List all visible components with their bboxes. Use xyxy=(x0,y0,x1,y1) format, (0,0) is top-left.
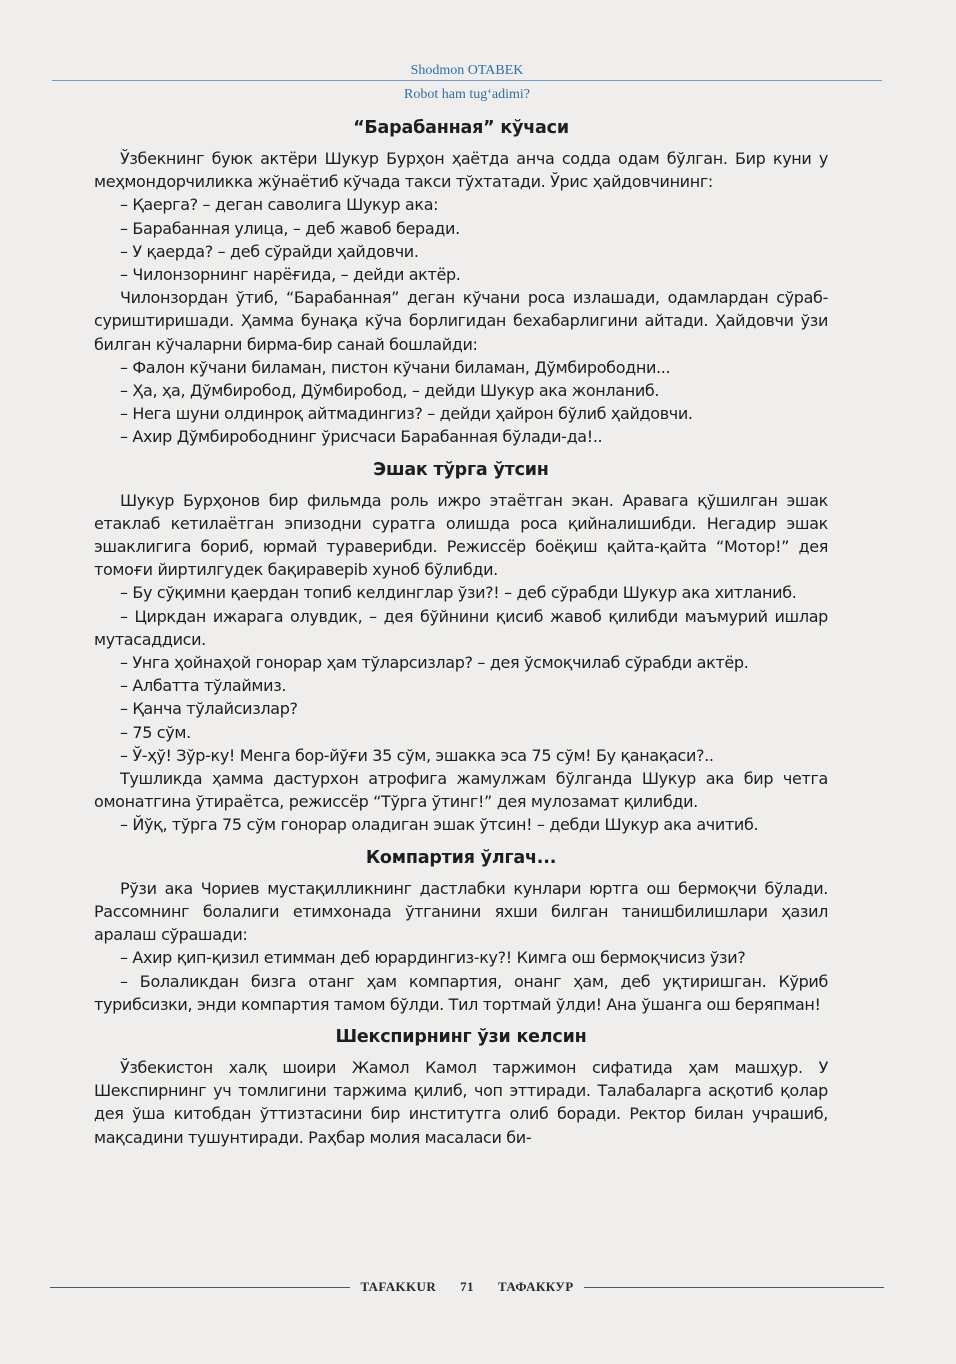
paragraph: – Барабанная улица, – деб жавоб беради. xyxy=(120,218,460,238)
paragraph: – Унга ҳойнаҳой гонорар ҳам тўларсизлар? – дея ўсмоқчилаб сўрабди актёр. xyxy=(120,653,749,673)
paragraph: Чилонзордан ўтиб, “Барабанная” деган кўчани роса излашади, одамлардан сўраб-суриштиришади. Ҳамма бунақа кўча борлигидан бехабарлигини айтади. Ҳайдовчи ўзи билган кўчаларни бирма-бир санай бошлайди: xyxy=(94,288,828,354)
paragraph: – Ҳа, ҳа, Дўмбиробод, Дўмбиробод, – дейди Шукур ака жонланиб. xyxy=(120,381,660,401)
page-number: 71 xyxy=(460,1279,474,1294)
paragraph: – Қаерга? – деган саволига Шукур ака: xyxy=(120,195,439,215)
paragraph: – Фалон кўчани биламан, пистон кўчани биламан, Дўмбирободни... xyxy=(120,357,671,377)
running-head xyxy=(52,58,882,104)
paragraph: – Болаликдан бизга отанг ҳам компартия, онанг ҳам, деб уқтиришган. Кўриб турибсизки, энди компартия тамом бўлди. Тил тортмай ўлди! Ана ўшанга ош беряпман! xyxy=(94,971,828,1014)
article-section xyxy=(94,1024,828,1149)
article-section xyxy=(94,115,828,449)
section-title: Компартия ўлгач... xyxy=(365,847,557,868)
paragraph: – У қаерда? – деб сўрайди ҳайдовчи. xyxy=(120,241,419,261)
section-title: “Барабанная” кўчаси xyxy=(353,118,569,138)
article-body xyxy=(94,113,828,1149)
section-title: Шекспирнинг ўзи келсин xyxy=(335,1026,587,1047)
paragraph: – Чилонзорнинг нарёғида, – дейди актёр. xyxy=(120,265,461,285)
running-head-author: Shodmon OTABEK xyxy=(410,63,524,78)
header-rule xyxy=(52,80,882,81)
paragraph: Рўзи ака Чориев мустақилликнинг дастлабки кунлари юртга ош бермоқчи бўлади. Рассомнинг болалиги етимхонада ўтганини яхши билган танишбилишлари ҳазил аралаш сўрашади: xyxy=(94,878,828,945)
footer-rule-right xyxy=(584,1287,884,1288)
page-footer xyxy=(50,1276,884,1298)
footer-magazine-latin: TAFAKKUR xyxy=(360,1279,437,1294)
article-section xyxy=(94,845,828,1016)
paragraph: – Йўқ, тўрга 75 сўм гонорар оладиган эшак ўтсин! – дебди Шукур ака ачитиб. xyxy=(120,815,759,835)
paragraph: – 75 сўм. xyxy=(120,722,191,742)
paragraph: – Нега шуни олдинроқ айтмадингиз? – дейди ҳайрон бўлиб ҳайдовчи. xyxy=(120,404,693,424)
section-title: Эшак тўрга ўтсин xyxy=(373,459,549,480)
paragraph: Шукур Бурҳонов бир фильмда роль ижро этаётган экан. Аравага қўшилган эшак етаклаб кетилаётган эпизодни суратга олишда роса қийналишибди. Негадир эшак эшаклигига бориб, юрмай тураверибди. Режиссёр боёқиш қайта-қайта “Мотор!” дея томоғи йиртилгудек бақираверib хуноб бўлибди. xyxy=(94,490,828,580)
paragraph: Тушликда ҳамма дастурхон атрофига жамулжам бўлганда Шукур ака бир четга омонатгина ўтираётса, режиссёр “Тўрга ўтинг!” дея мулозамат қилибди. xyxy=(94,769,828,812)
paragraph: – Албатта тўлаймиз. xyxy=(120,676,287,696)
running-head-title: Robot ham tug‘adimi? xyxy=(404,87,530,102)
footer-rule-left xyxy=(50,1287,350,1288)
paragraph: – Бу сўқимни қаердан топиб келдинглар ўзи?! – деб сўрабди Шукур ака хитланиб. xyxy=(120,583,797,603)
footer-magazine-cyrillic: ТАФАККУР xyxy=(497,1279,574,1294)
paragraph: – Ў-ҳў! Зўр-ку! Менга бор-йўғи 35 сўм, эшакка эса 75 сўм! Бу қанақаси?.. xyxy=(120,745,714,765)
paragraph: Ўзбекистон халқ шоири Жамол Камол таржимон сифатида ҳам машҳур. У Шекспирнинг уч томлигини таржима қилиб, чоп эттиради. Талабаларга асқотиб қолар дея ўша китобдан ўттизтасини бир институтга олиб боради. Ректор билан учрашиб, мақсадини тушунтиради. Раҳбар молия масаласи би- xyxy=(94,1057,828,1147)
paragraph: – Ахир Дўмбирободнинг ўрисчаси Барабанная бўлади-да!.. xyxy=(120,427,603,447)
paragraph: – Циркдан ижарага олувдик, – дея бўйнини қисиб жавоб қилибди маъмурий ишлар мутасаддиси. xyxy=(94,606,828,649)
paragraph: Ўзбекнинг буюк актёри Шукур Бурҳон ҳаётда анча содда одам бўлган. Бир куни у меҳмондорчиликка жўнаётиб кўчада такси тўхтатади. Ўрис ҳайдовчининг: xyxy=(94,149,828,192)
paragraph: – Қанча тўлайсизлар? xyxy=(120,699,298,719)
article-section xyxy=(94,457,828,837)
paragraph: – Ахир қип-қизил етимман деб юрардингиз-ку?! Кимга ош бермоқчисиз ўзи? xyxy=(120,948,746,968)
